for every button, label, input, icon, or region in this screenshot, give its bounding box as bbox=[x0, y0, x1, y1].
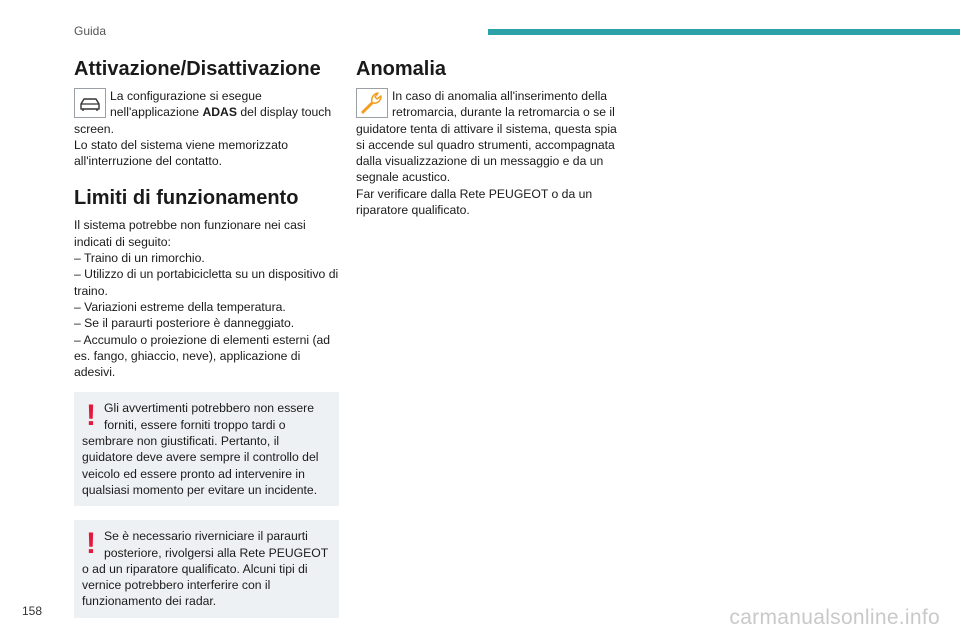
anomaly-paragraph bbox=[356, 88, 621, 218]
limits-intro: Il sistema potrebbe non funzionare nei casi indicati di seguito: bbox=[74, 218, 306, 249]
right-column bbox=[356, 58, 621, 218]
warning-note bbox=[74, 520, 339, 617]
warning-exclamation-icon: ! bbox=[86, 527, 96, 561]
warning-note-text: Gli avvertimenti potrebbero non essere forniti, essere forniti troppo tardi o sembrare non giustificati. Pertanto, il guidatore deve avere sempre il controllo del veicolo ed essere pronto ad intervenire in qualsiasi momento per evitare un incidente. bbox=[82, 401, 319, 497]
activation-text-2: del display touch screen. bbox=[74, 105, 332, 136]
car-icon bbox=[74, 88, 106, 118]
activation-paragraph bbox=[74, 88, 339, 169]
page-number: 158 bbox=[22, 604, 43, 618]
watermark: carmanualsonline.info bbox=[729, 606, 940, 629]
header-accent-bar bbox=[488, 29, 960, 35]
limits-item: – Utilizzo di un portabicicletta su un dispositivo di traino. bbox=[74, 267, 339, 298]
anomaly-heading: Anomalia bbox=[356, 58, 447, 80]
limits-item: – Traino di un rimorchio. bbox=[74, 251, 205, 266]
activation-heading: Attivazione/Disattivazione bbox=[74, 58, 321, 80]
anomaly-text: In caso di anomalia all'inserimento della retromarcia, durante la retromarcia o se il guidatore tenta di attivare il sistema, questa spia si accende sul quadro strumenti, accompagnata dalla visualizzazione di un messaggio e da un segnale acustico. bbox=[356, 89, 617, 185]
limits-item: – Variazioni estreme della temperatura. bbox=[74, 299, 286, 314]
limits-heading: Limiti di funzionamento bbox=[74, 187, 299, 210]
warning-note bbox=[74, 392, 339, 506]
adas-label: ADAS bbox=[202, 105, 237, 120]
left-column bbox=[74, 58, 339, 618]
limits-item: – Accumulo o proiezione di elementi esterni (ad es. fango, ghiaccio, neve), applicazione di adesivi. bbox=[74, 332, 331, 380]
limits-item: – Se il paraurti posteriore è danneggiato. bbox=[74, 316, 295, 331]
wrench-icon bbox=[356, 88, 388, 118]
warning-note-text: Se è necessario riverniciare il paraurti posteriore, rivolgersi alla Rete PEUGEOT o ad un riparatore qualificato. Alcuni tipi di vernice potrebbero interferire con il funzionamento dei radar. bbox=[82, 529, 328, 609]
activation-memory-text: Lo stato del sistema viene memorizzato all'interruzione del contatto. bbox=[74, 137, 289, 169]
section-title: Guida bbox=[74, 24, 107, 38]
warning-exclamation-icon: ! bbox=[86, 399, 96, 433]
activation-text-1: La configurazione si esegue nell'applicazione bbox=[110, 89, 262, 120]
anomaly-check-text: Far verificare dalla Rete PEUGEOT o da un riparatore qualificato. bbox=[356, 186, 593, 218]
